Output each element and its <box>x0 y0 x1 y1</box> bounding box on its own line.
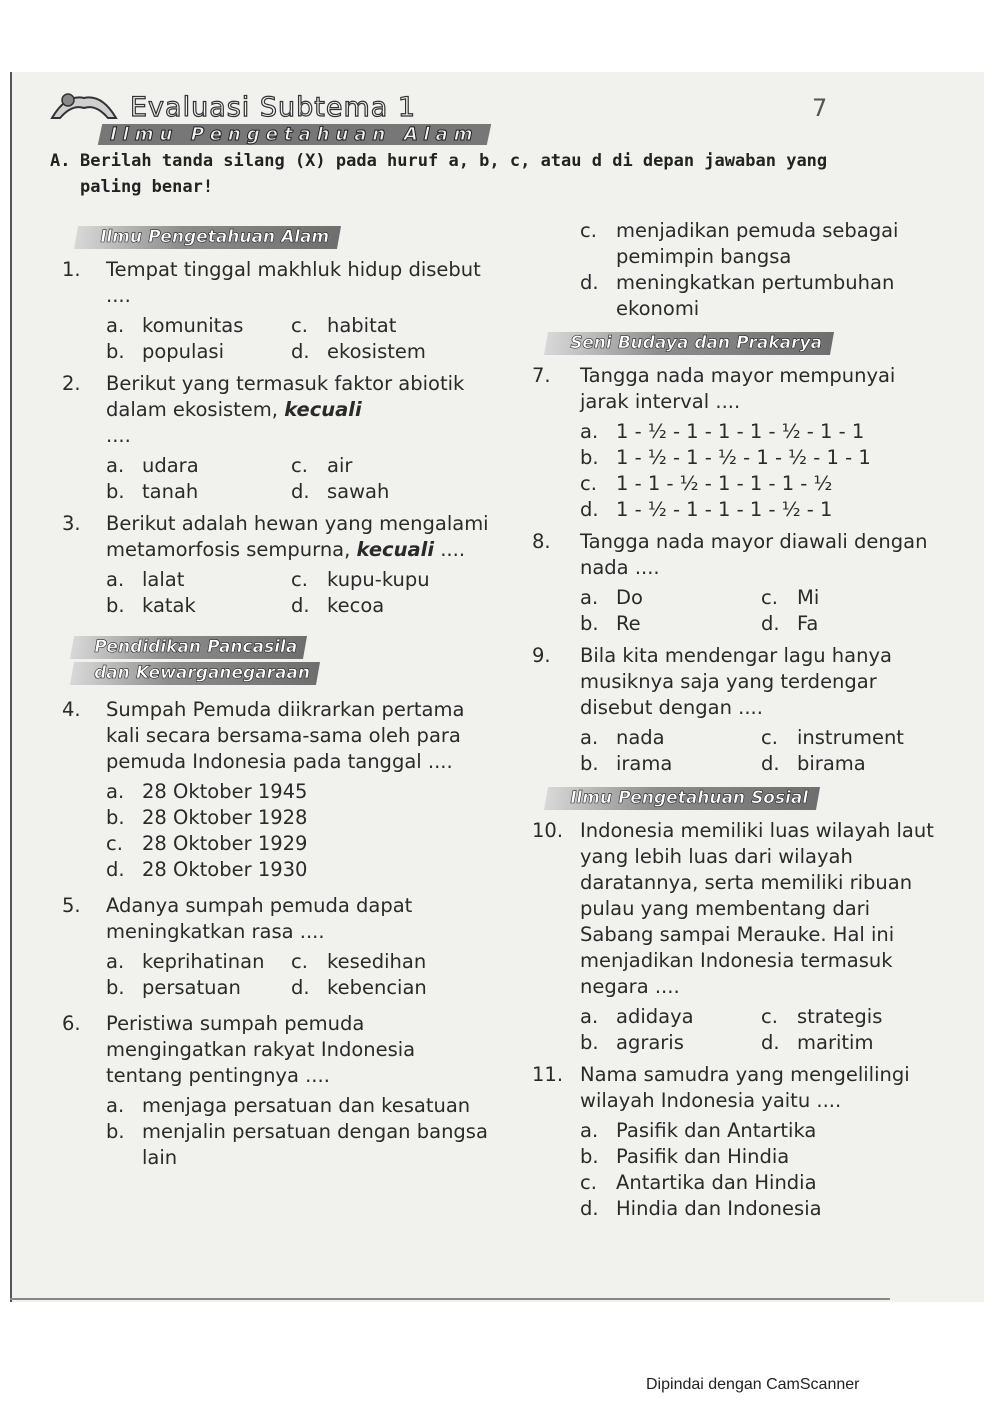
section-banner-ipa: Ilmu Pengetahuan Alam <box>74 226 341 249</box>
option-7c[interactable]: c. 1 - 1 - ½ - 1 - 1 - 1 - ½ <box>580 472 833 495</box>
option-1a[interactable]: a. komunitas <box>106 314 244 337</box>
question-1-text: Tempat tinggal makhluk hidup disebut .... <box>106 258 481 307</box>
question-10-text: Indonesia memiliki luas wilayah laut yang lebih luas dari wilayah daratannya, serta memiliki ribuan pulau yang membentang dari Sabang sampai Merauke. Hal ini menjadikan Indonesia termasuk negara .... <box>580 819 934 998</box>
question-7: 7. Tangga nada mayor mempunyai jarak interval .... <box>532 363 942 415</box>
option-2c[interactable]: c. air <box>291 454 353 477</box>
option-3d[interactable]: d. kecoa <box>291 594 385 617</box>
option-3c[interactable]: c. kupu-kupu <box>291 568 430 591</box>
option-10c[interactable]: c. strategis <box>761 1005 883 1028</box>
option-1b[interactable]: b. populasi <box>106 340 224 363</box>
question-7-options <box>580 419 942 523</box>
book-logo-icon <box>48 88 120 124</box>
option-11a[interactable]: a. Pasifik dan Antartika <box>580 1119 817 1142</box>
question-10-options <box>580 1004 942 1056</box>
option-11b[interactable]: b. Pasifik dan Hindia <box>580 1145 790 1168</box>
section-banner-ips: Ilmu Pengetahuan Sosial <box>544 787 820 810</box>
instruction-line2: paling benar! <box>80 177 214 197</box>
question-9-text: Bila kita mendengar lagu hanya musiknya saja yang terdengar disebut dengan .... <box>580 644 892 719</box>
option-5c[interactable]: c. kesedihan <box>291 950 427 973</box>
page-subtitle: Ilmu Pengetahuan Alam <box>98 124 491 145</box>
option-4d[interactable]: d. 28 Oktober 1930 <box>106 858 308 881</box>
question-4-text: Sumpah Pemuda diikrarkan pertama kali secara bersama-sama oleh para pemuda Indonesia pada tanggal .... <box>106 698 465 773</box>
option-1c[interactable]: c. habitat <box>291 314 397 337</box>
question-3-emphasis: kecuali <box>356 538 435 561</box>
option-7d[interactable]: d. 1 - ½ - 1 - 1 - 1 - ½ - 1 <box>580 498 833 521</box>
scanner-watermark: Dipindai dengan CamScanner <box>646 1376 860 1393</box>
option-7b[interactable]: b. 1 - ½ - 1 - ½ - 1 - ½ - 1 - 1 <box>580 446 871 469</box>
instruction <box>50 148 940 200</box>
question-5: 5. Adanya sumpah pemuda dapat meningkatkan rasa .... <box>62 893 492 945</box>
question-10: 10. Indonesia memiliki luas wilayah laut yang lebih luas dari wilayah daratannya, serta memiliki ribuan pulau yang membentang dari Sabang sampai Merauke. Hal ini menjadikan Indonesia termasuk negara .... <box>532 818 942 1000</box>
option-11d[interactable]: d. Hindia dan Indonesia <box>580 1197 822 1220</box>
option-4a[interactable]: a. 28 Oktober 1945 <box>106 780 308 803</box>
question-6: 6. Peristiwa sumpah pemuda mengingatkan rakyat Indonesia tentang pentingnya .... <box>62 1011 492 1089</box>
question-5-options <box>106 949 492 1001</box>
question-8-text: Tangga nada mayor diawali dengan nada .... <box>580 530 928 579</box>
question-1: 1. Tempat tinggal makhluk hidup disebut .... <box>62 257 492 309</box>
option-8a[interactable]: a. Do <box>580 586 643 609</box>
left-column <box>62 222 492 1171</box>
question-11-options <box>580 1118 942 1222</box>
option-5a[interactable]: a. keprihatinan <box>106 950 265 973</box>
instruction-line1: Berilah tanda silang (X) pada huruf a, b, c, atau d di depan jawaban yang <box>80 151 828 171</box>
question-7-text: Tangga nada mayor mempunyai jarak interval .... <box>580 364 896 413</box>
question-1-options <box>106 313 492 365</box>
page-title: Evaluasi Subtema 1 <box>130 92 417 123</box>
option-4c[interactable]: c. 28 Oktober 1929 <box>106 832 308 855</box>
option-9a[interactable]: a. nada <box>580 726 665 749</box>
question-4: 4. Sumpah Pemuda diikrarkan pertama kali secara bersama-sama oleh para pemuda Indonesia pada tanggal .... <box>62 697 492 775</box>
question-6-options-ab <box>106 1093 492 1171</box>
question-8-options <box>580 585 942 637</box>
page-bottom-edge <box>10 1298 890 1300</box>
question-4-options <box>106 779 492 883</box>
question-6-options-cd <box>580 218 942 322</box>
option-9c[interactable]: c. instrument <box>761 726 904 749</box>
option-1d[interactable]: d. ekosistem <box>291 340 426 363</box>
option-3b[interactable]: b. katak <box>106 594 196 617</box>
question-3-text: Berikut adalah hewan yang mengalami metamorfosis sempurna, <box>106 512 489 561</box>
page-mark: 7 <box>812 94 828 122</box>
instruction-number: A. <box>50 151 71 171</box>
option-8d[interactable]: d. Fa <box>761 612 819 635</box>
question-2-options <box>106 453 492 505</box>
option-2b[interactable]: b. tanah <box>106 480 199 503</box>
option-6d[interactable]: d. meningkatkan pertumbuhan ekonomi <box>580 271 895 320</box>
option-2d[interactable]: d. sawah <box>291 480 390 503</box>
right-column <box>532 218 942 1222</box>
option-11c[interactable]: c. Antartika dan Hindia <box>580 1171 817 1194</box>
question-11-text: Nama samudra yang mengelilingi wilayah Indonesia yaitu .... <box>580 1063 910 1112</box>
option-6a[interactable]: a. menjaga persatuan dan kesatuan <box>106 1094 471 1117</box>
question-9: 9. Bila kita mendengar lagu hanya musiknya saja yang terdengar disebut dengan .... <box>532 643 942 721</box>
question-3-options <box>106 567 492 619</box>
question-2-text: Berikut yang termasuk faktor abiotik dalam ekosistem, <box>106 372 465 421</box>
option-5d[interactable]: d. kebencian <box>291 976 427 999</box>
option-10a[interactable]: a. adidaya <box>580 1005 694 1028</box>
option-9b[interactable]: b. irama <box>580 752 673 775</box>
option-10d[interactable]: d. maritim <box>761 1031 874 1054</box>
option-4b[interactable]: b. 28 Oktober 1928 <box>106 806 308 829</box>
question-9-options <box>580 725 942 777</box>
option-3a[interactable]: a. lalat <box>106 568 185 591</box>
question-11: 11. Nama samudra yang mengelilingi wilayah Indonesia yaitu .... <box>532 1062 942 1114</box>
section-banner-ppkn: Pendidikan Pancasila dan Kewarganegaraan <box>62 633 492 685</box>
option-6c[interactable]: c. menjadikan pemuda sebagai pemimpin bangsa <box>580 219 899 268</box>
option-8c[interactable]: c. Mi <box>761 586 820 609</box>
question-2: 2. Berikut yang termasuk faktor abiotik dalam ekosistem, kecuali .... <box>62 372 465 447</box>
section-banner-sbdp: Seni Budaya dan Prakarya <box>544 332 834 355</box>
option-6b[interactable]: b. menjalin persatuan dengan bangsa lain <box>106 1120 488 1169</box>
question-3: 3. Berikut adalah hewan yang mengalami metamorfosis sempurna, kecuali .... <box>62 512 489 561</box>
option-9d[interactable]: d. birama <box>761 752 866 775</box>
option-8b[interactable]: b. Re <box>580 612 641 635</box>
question-2-emphasis: kecuali <box>284 398 362 421</box>
option-5b[interactable]: b. persatuan <box>106 976 241 999</box>
option-2a[interactable]: a. udara <box>106 454 199 477</box>
question-5-text: Adanya sumpah pemuda dapat meningkatkan rasa .... <box>106 894 413 943</box>
option-7a[interactable]: a. 1 - ½ - 1 - 1 - 1 - ½ - 1 - 1 <box>580 420 865 443</box>
question-8: 8. Tangga nada mayor diawali dengan nada .... <box>532 529 942 581</box>
option-10b[interactable]: b. agraris <box>580 1031 684 1054</box>
question-6-text: Peristiwa sumpah pemuda mengingatkan rakyat Indonesia tentang pentingnya .... <box>106 1012 416 1087</box>
